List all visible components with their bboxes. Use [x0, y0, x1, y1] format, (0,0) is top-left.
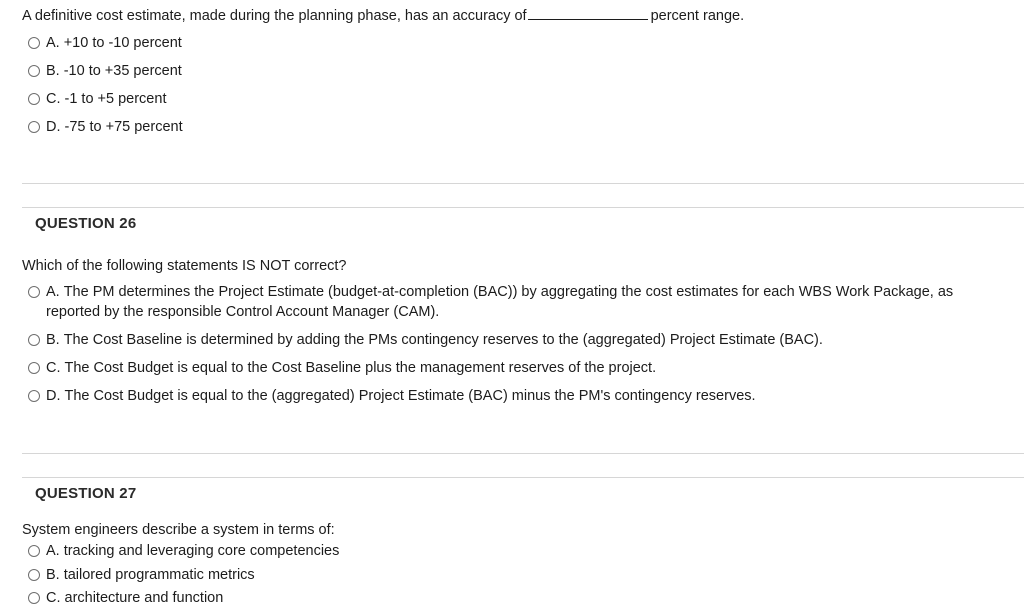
question-26-prompt: Which of the following statements IS NOT correct?: [22, 258, 347, 274]
radio-button[interactable]: [28, 65, 40, 77]
option-text: -10 to +35 percent: [63, 63, 182, 79]
radio-button[interactable]: [28, 390, 40, 402]
option-letter: C.: [46, 360, 61, 376]
option-text: +10 to -10 percent: [63, 35, 182, 51]
question-27-header: QUESTION 27: [35, 485, 137, 502]
option-letter: A.: [46, 543, 60, 559]
radio-button[interactable]: [28, 334, 40, 346]
radio-button[interactable]: [28, 121, 40, 133]
option-text: tracking and leveraging core competencies: [63, 543, 340, 559]
option-text: architecture and function: [64, 590, 224, 606]
option-letter: B.: [46, 567, 60, 583]
divider: [22, 207, 1024, 208]
option-text: The Cost Baseline is determined by adding the PMs contingency reserves to the (aggregated) Project Estimate (BAC).: [63, 332, 823, 348]
option-letter: B.: [46, 63, 60, 79]
radio-button[interactable]: [28, 362, 40, 374]
question-26-option-b[interactable]: [28, 330, 823, 350]
question-26-header: QUESTION 26: [35, 215, 137, 232]
question-27-option-b[interactable]: [28, 565, 255, 585]
divider: [22, 453, 1024, 454]
radio-button[interactable]: [28, 545, 40, 557]
question-25-prompt: [22, 6, 744, 26]
question-26-option-a[interactable]: [28, 282, 996, 322]
radio-button[interactable]: [28, 286, 40, 298]
question-27-option-a[interactable]: [28, 541, 339, 561]
option-letter: C.: [46, 91, 61, 107]
option-text: The PM determines the Project Estimate (budget-at-completion (BAC)) by aggregating the cost estimates for each WBS Work Package, as reported by the responsible Control Account Manager (CAM).: [46, 284, 954, 320]
question-25-option-d[interactable]: [28, 117, 183, 137]
radio-button[interactable]: [28, 592, 40, 604]
question-25-prompt-after: percent range.: [650, 8, 745, 24]
question-25-option-a[interactable]: [28, 33, 182, 53]
question-25-option-c[interactable]: [28, 89, 166, 109]
question-25-option-b[interactable]: [28, 61, 182, 81]
option-letter: C.: [46, 590, 61, 606]
option-text: tailored programmatic metrics: [63, 567, 255, 583]
radio-button[interactable]: [28, 569, 40, 581]
option-letter: D.: [46, 388, 61, 404]
radio-button[interactable]: [28, 37, 40, 49]
option-text: The Cost Budget is equal to the Cost Baseline plus the management reserves of the project.: [64, 360, 657, 376]
question-27-prompt: System engineers describe a system in terms of:: [22, 522, 335, 538]
radio-button[interactable]: [28, 93, 40, 105]
option-letter: A.: [46, 284, 60, 300]
option-letter: A.: [46, 35, 60, 51]
fill-in-blank: [528, 6, 648, 20]
divider: [22, 183, 1024, 184]
option-letter: B.: [46, 332, 60, 348]
question-26-option-c[interactable]: [28, 358, 656, 378]
question-27-option-c[interactable]: [28, 588, 223, 608]
option-text: -75 to +75 percent: [64, 119, 183, 135]
question-25-prompt-before: A definitive cost estimate, made during the planning phase, has an accuracy of: [22, 8, 527, 24]
option-letter: D.: [46, 119, 61, 135]
question-26-option-d[interactable]: [28, 386, 756, 406]
option-text: -1 to +5 percent: [64, 91, 167, 107]
divider: [22, 477, 1024, 478]
option-text: The Cost Budget is equal to the (aggregated) Project Estimate (BAC) minus the PM's contingency reserves.: [64, 388, 756, 404]
